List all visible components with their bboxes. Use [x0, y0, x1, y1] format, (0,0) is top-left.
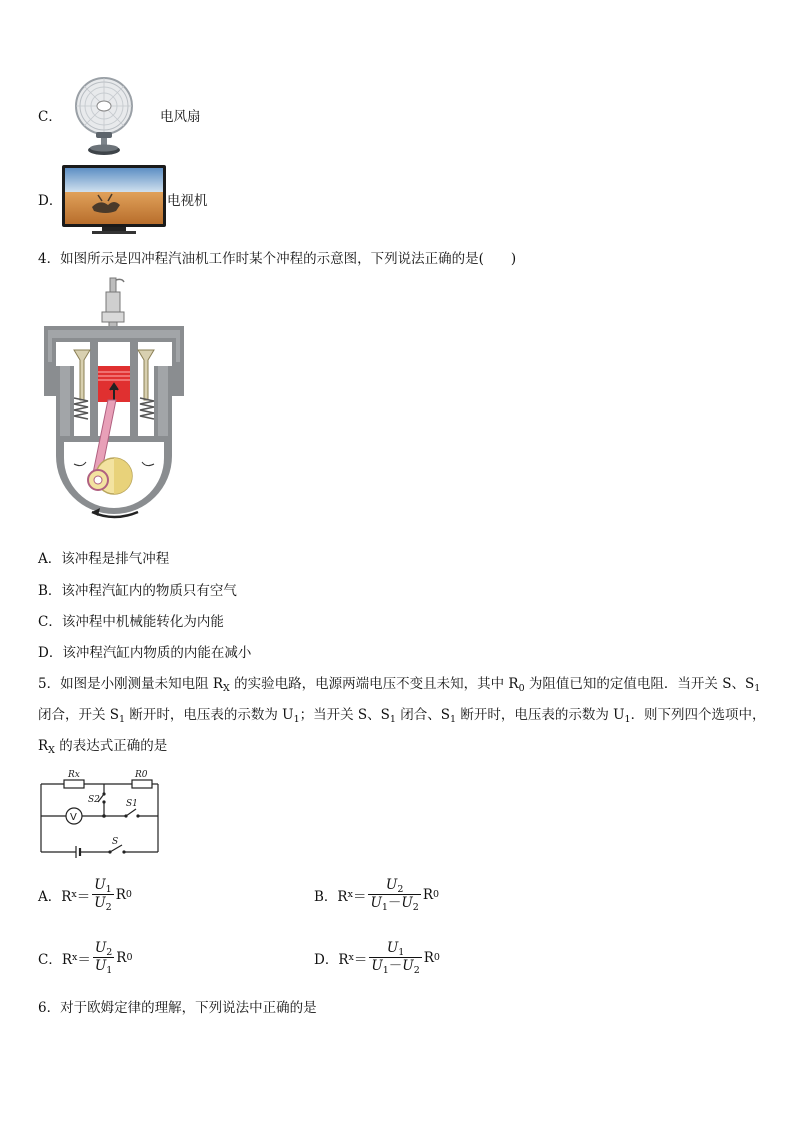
- circuit-diagram: [38, 766, 162, 860]
- q4-stem: 4．如图所示是四冲程汽油机工作时某个冲程的示意图，下列说法正确的是( ): [38, 251, 517, 267]
- circuit-label-rx: Rx: [68, 770, 80, 780]
- q4-option-a: A．该冲程是排气冲程: [38, 551, 170, 567]
- q3-option-c-label: 电风扇: [160, 109, 201, 125]
- q5-option-c: C．R x ＝ $\frac{U_2}{U_1}$ R 0: [38, 940, 133, 976]
- q6-stem: 6．对于欧姆定律的理解，下列说法中正确的是: [38, 1000, 317, 1016]
- q4-option-b: B．该冲程汽缸内的物质只有空气: [38, 583, 237, 599]
- q5-option-a: A．R x ＝ $\frac{U_1}{U_2}$ R 0: [38, 877, 132, 913]
- q4-option-d: D．该冲程汽缸内物质的内能在减小: [38, 645, 252, 661]
- q3-option-c-letter: C．: [38, 109, 62, 125]
- engine-diagram: [38, 276, 190, 540]
- electric-fan-image: [72, 76, 136, 158]
- q5-stem-line1: 5．如图是小刚测量未知电阻 $R_X$ 的实验电路，电源两端电压不变且未知，其中 $R_0$ 为阻值已知的定值电阻．当开关 S、$S_1$: [38, 676, 761, 694]
- q5-stem-line3: $R_X$ 的表达式正确的是: [38, 738, 168, 756]
- q4-option-c: C．该冲程中机械能转化为内能: [38, 614, 224, 630]
- q5-stem-line2: 闭合，开关 $S_1$ 断开时，电压表的示数为 $U_1$；当开关 S、$S_1$ 闭合、$S_1$ 断开时，电压表的示数为 $U_1$．则下列四个选项中，: [38, 707, 766, 725]
- circuit-label-s1: S1: [126, 799, 138, 809]
- television-image: [62, 165, 166, 235]
- circuit-label-r0: R0: [135, 770, 148, 780]
- circuit-label-s2: S2: [88, 795, 100, 805]
- q3-option-d-label: 电视机: [167, 193, 208, 209]
- q3-option-d-letter: D．: [38, 193, 63, 209]
- q5-option-b: B．R x ＝ $\frac{U_2}{U_1-U_2}$ R 0: [314, 877, 440, 913]
- circuit-label-s: S: [112, 837, 119, 847]
- voltmeter-label: V: [70, 812, 77, 823]
- q5-option-d: D．R x ＝ $\frac{U_1}{U_1-U_2}$ R 0: [314, 940, 440, 976]
